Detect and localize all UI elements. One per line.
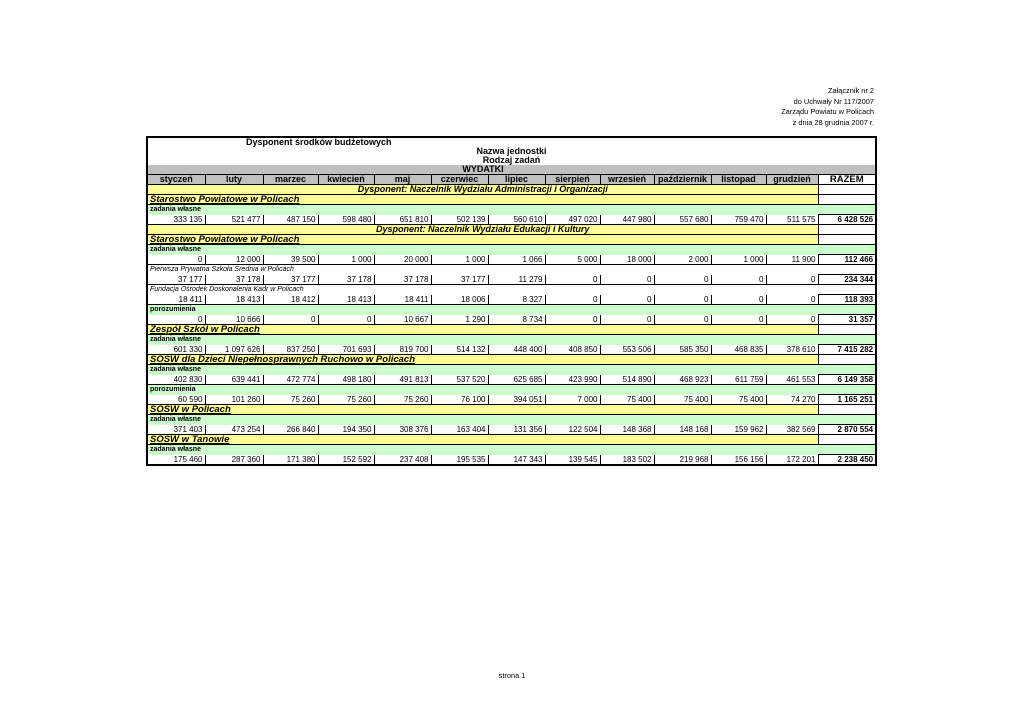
- month-value: 611 759: [711, 375, 766, 385]
- total-header: RAZEM: [818, 175, 876, 185]
- month-value: 156 156: [711, 455, 766, 466]
- month-value: 0: [766, 295, 818, 305]
- month-value: 759 470: [711, 215, 766, 225]
- month-header: kwiecień: [318, 175, 374, 185]
- month-value: 11 900: [766, 255, 818, 265]
- month-value: 74 270: [766, 395, 818, 405]
- unit-row: [147, 355, 876, 365]
- unit-row: [147, 405, 876, 415]
- unit-name: SOSW w Policach: [147, 405, 818, 415]
- task-type: zadania własne: [147, 365, 818, 375]
- task-type: zadania własne: [147, 245, 818, 255]
- month-header: lipiec: [488, 175, 545, 185]
- month-value: 468 835: [711, 345, 766, 355]
- month-value: 287 360: [205, 455, 263, 466]
- month-value: 75 400: [711, 395, 766, 405]
- month-value: 1 290: [431, 315, 488, 325]
- resolution-date: z dnia 28 grudnia 2007 r.: [792, 117, 874, 127]
- month-header: grudzień: [766, 175, 818, 185]
- month-value: 371 403: [147, 425, 205, 435]
- month-value: 557 680: [654, 215, 711, 225]
- month-value: 0: [545, 295, 600, 305]
- attachment-number: Załącznik nr 2: [827, 86, 874, 95]
- month-value: 585 350: [654, 345, 711, 355]
- month-value: 473 254: [205, 425, 263, 435]
- data-row: [147, 395, 876, 405]
- month-value: 20 000: [374, 255, 431, 265]
- month-value: 12 000: [205, 255, 263, 265]
- month-value: 18 413: [205, 295, 263, 305]
- month-value: 37 177: [147, 275, 205, 285]
- month-value: 175 460: [147, 455, 205, 466]
- month-value: 0: [654, 315, 711, 325]
- month-value: 194 350: [318, 425, 374, 435]
- month-value: 402 830: [147, 375, 205, 385]
- month-value: 819 700: [374, 345, 431, 355]
- month-value: 447 980: [600, 215, 654, 225]
- month-value: 172 201: [766, 455, 818, 466]
- unit-name: SOSW w Tanowie: [147, 435, 818, 445]
- month-value: 75 260: [263, 395, 318, 405]
- month-value: 514 132: [431, 345, 488, 355]
- table-title: Dysponent środków budżetowych: [246, 137, 392, 147]
- attachment-header: [781, 86, 874, 128]
- month-value: 625 685: [488, 375, 545, 385]
- row-total: 118 393: [818, 295, 876, 305]
- month-value: 163 404: [431, 425, 488, 435]
- month-value: 491 813: [374, 375, 431, 385]
- month-value: 521 477: [205, 215, 263, 225]
- month-value: 148 368: [600, 425, 654, 435]
- unit-name: Starostwo Powiatowe w Policach: [147, 235, 818, 245]
- month-value: 0: [711, 315, 766, 325]
- month-value: 60 590: [147, 395, 205, 405]
- month-value: 502 139: [431, 215, 488, 225]
- month-value: 7 000: [545, 395, 600, 405]
- data-row: [147, 455, 876, 466]
- task-type-row: [147, 305, 876, 315]
- month-value: 152 592: [318, 455, 374, 466]
- month-value: 37 178: [205, 275, 263, 285]
- task-type: zadania własne: [147, 335, 818, 345]
- data-row: [147, 345, 876, 355]
- month-value: 0: [318, 315, 374, 325]
- month-value: 394 051: [488, 395, 545, 405]
- data-row: [147, 255, 876, 265]
- row-total: 31 357: [818, 315, 876, 325]
- month-value: 37 178: [318, 275, 374, 285]
- subunit-row: [147, 265, 876, 275]
- subunit-name: Pierwsza Prywatna Szkoła Średnia w Policach: [150, 266, 294, 274]
- task-type: zadania własne: [147, 415, 818, 425]
- month-value: 39 500: [263, 255, 318, 265]
- month-value: 1 000: [431, 255, 488, 265]
- month-value: 8 734: [488, 315, 545, 325]
- month-value: 0: [263, 315, 318, 325]
- month-value: 0: [545, 315, 600, 325]
- task-type: porozumienia: [147, 305, 818, 315]
- data-row: [147, 215, 876, 225]
- subunit-name: Fundacja Ośrodek Doskonalenia Kadr w Policach: [150, 286, 304, 294]
- month-value: 487 150: [263, 215, 318, 225]
- month-header: wrzesień: [600, 175, 654, 185]
- row-total: 7 415 282: [818, 345, 876, 355]
- data-row: [147, 425, 876, 435]
- row-total: 6 428 526: [818, 215, 876, 225]
- month-value: 0: [545, 275, 600, 285]
- month-value: 18 411: [147, 295, 205, 305]
- task-type-row: [147, 365, 876, 375]
- month-header: styczeń: [147, 175, 205, 185]
- section-title: WYDATKI: [147, 165, 818, 175]
- month-value: 18 000: [600, 255, 654, 265]
- month-value: 195 535: [431, 455, 488, 466]
- task-type-row: [147, 415, 876, 425]
- unit-name-label: Nazwa jednostki: [476, 147, 547, 156]
- month-value: 18 411: [374, 295, 431, 305]
- unit-row: [147, 195, 876, 205]
- month-value: 75 400: [654, 395, 711, 405]
- month-value: 639 441: [205, 375, 263, 385]
- month-value: 837 250: [263, 345, 318, 355]
- unit-name: SOSW dla Dzieci Niepełnosprawnych Ruchowo w Policach: [147, 355, 818, 365]
- task-type-row: [147, 205, 876, 215]
- month-value: 0: [600, 295, 654, 305]
- month-value: 171 380: [263, 455, 318, 466]
- month-value: 378 610: [766, 345, 818, 355]
- data-row: [147, 295, 876, 305]
- month-value: 0: [711, 295, 766, 305]
- task-type-row: [147, 445, 876, 455]
- month-value: 0: [766, 315, 818, 325]
- unit-row: [147, 235, 876, 245]
- month-value: 2 000: [654, 255, 711, 265]
- month-value: 159 962: [711, 425, 766, 435]
- task-type-label: Rodzaj zadań: [482, 156, 541, 165]
- month-value: 423 990: [545, 375, 600, 385]
- month-value: 219 968: [654, 455, 711, 466]
- month-value: 0: [147, 255, 205, 265]
- task-type: zadania własne: [147, 205, 818, 215]
- month-value: 10 666: [205, 315, 263, 325]
- month-value: 37 178: [374, 275, 431, 285]
- unit-row: [147, 435, 876, 445]
- month-value: 5 000: [545, 255, 600, 265]
- month-value: 37 177: [263, 275, 318, 285]
- row-total: 112 466: [818, 255, 876, 265]
- month-value: 183 502: [600, 455, 654, 466]
- resolution-number: do Uchwały Nr 117/2007: [793, 96, 874, 106]
- dispatcher-name: Dysponent: Naczelnik Wydziału Edukacji i Kultury: [147, 225, 818, 235]
- month-value: 651 810: [374, 215, 431, 225]
- month-value: 448 400: [488, 345, 545, 355]
- month-header: luty: [205, 175, 263, 185]
- dispatcher-name: Dysponent: Naczelnik Wydziału Administracji i Organizacji: [147, 185, 818, 195]
- month-value: 237 408: [374, 455, 431, 466]
- month-value: 122 504: [545, 425, 600, 435]
- month-value: 0: [600, 315, 654, 325]
- month-value: 1 066: [488, 255, 545, 265]
- month-value: 537 520: [431, 375, 488, 385]
- task-type: zadania własne: [147, 445, 818, 455]
- data-row: [147, 315, 876, 325]
- month-value: 11 279: [488, 275, 545, 285]
- month-value: 147 343: [488, 455, 545, 466]
- month-value: 8 327: [488, 295, 545, 305]
- month-value: 408 850: [545, 345, 600, 355]
- month-value: 1 000: [711, 255, 766, 265]
- page-number: strona 1: [498, 671, 526, 680]
- month-value: 382 569: [766, 425, 818, 435]
- month-value: 131 356: [488, 425, 545, 435]
- month-value: 468 923: [654, 375, 711, 385]
- month-value: 266 840: [263, 425, 318, 435]
- row-total: 234 344: [818, 275, 876, 285]
- row-total: 6 149 358: [818, 375, 876, 385]
- task-type-row: [147, 385, 876, 395]
- month-value: 139 545: [545, 455, 600, 466]
- month-header-row: [147, 175, 876, 185]
- month-value: 0: [147, 315, 205, 325]
- budget-table: [146, 136, 877, 466]
- unit-row: [147, 325, 876, 335]
- month-header: październik: [654, 175, 711, 185]
- row-total: 1 165 251: [818, 395, 876, 405]
- unit-name: Zespół Szkół w Policach: [147, 325, 818, 335]
- month-value: 0: [654, 275, 711, 285]
- row-total: 2 238 450: [818, 455, 876, 466]
- month-value: 601 330: [147, 345, 205, 355]
- board-name: Zarządu Powiatu w Policach: [781, 107, 874, 116]
- month-value: 333 135: [147, 215, 205, 225]
- month-value: 148 168: [654, 425, 711, 435]
- month-value: 511 575: [766, 215, 818, 225]
- dispatcher-row: [147, 225, 876, 235]
- month-value: 1 097 626: [205, 345, 263, 355]
- month-value: 598 480: [318, 215, 374, 225]
- month-header: sierpień: [545, 175, 600, 185]
- month-value: 701 693: [318, 345, 374, 355]
- month-value: 10 667: [374, 315, 431, 325]
- month-value: 560 610: [488, 215, 545, 225]
- month-value: 76 100: [431, 395, 488, 405]
- task-type-row: [147, 335, 876, 345]
- month-header: maj: [374, 175, 431, 185]
- month-value: 37 177: [431, 275, 488, 285]
- month-value: 0: [600, 275, 654, 285]
- month-value: 75 260: [318, 395, 374, 405]
- month-value: 497 020: [545, 215, 600, 225]
- month-value: 498 180: [318, 375, 374, 385]
- task-type-row: [147, 245, 876, 255]
- month-value: 18 412: [263, 295, 318, 305]
- month-header: czerwiec: [431, 175, 488, 185]
- month-value: 75 260: [374, 395, 431, 405]
- row-total: 2 870 554: [818, 425, 876, 435]
- data-row: [147, 275, 876, 285]
- dispatcher-row: [147, 185, 876, 195]
- month-value: 553 506: [600, 345, 654, 355]
- data-row: [147, 375, 876, 385]
- month-value: 1 000: [318, 255, 374, 265]
- month-value: 0: [766, 275, 818, 285]
- month-value: 101 260: [205, 395, 263, 405]
- task-type: porozumienia: [147, 385, 818, 395]
- month-value: 0: [654, 295, 711, 305]
- month-value: 0: [711, 275, 766, 285]
- unit-name: Starostwo Powiatowe w Policach: [147, 195, 818, 205]
- month-value: 18 006: [431, 295, 488, 305]
- month-value: 461 553: [766, 375, 818, 385]
- month-value: 472 774: [263, 375, 318, 385]
- month-value: 75 400: [600, 395, 654, 405]
- month-value: 308 376: [374, 425, 431, 435]
- month-value: 18 413: [318, 295, 374, 305]
- month-header: marzec: [263, 175, 318, 185]
- month-value: 514 890: [600, 375, 654, 385]
- subunit-row: [147, 285, 876, 295]
- month-header: listopad: [711, 175, 766, 185]
